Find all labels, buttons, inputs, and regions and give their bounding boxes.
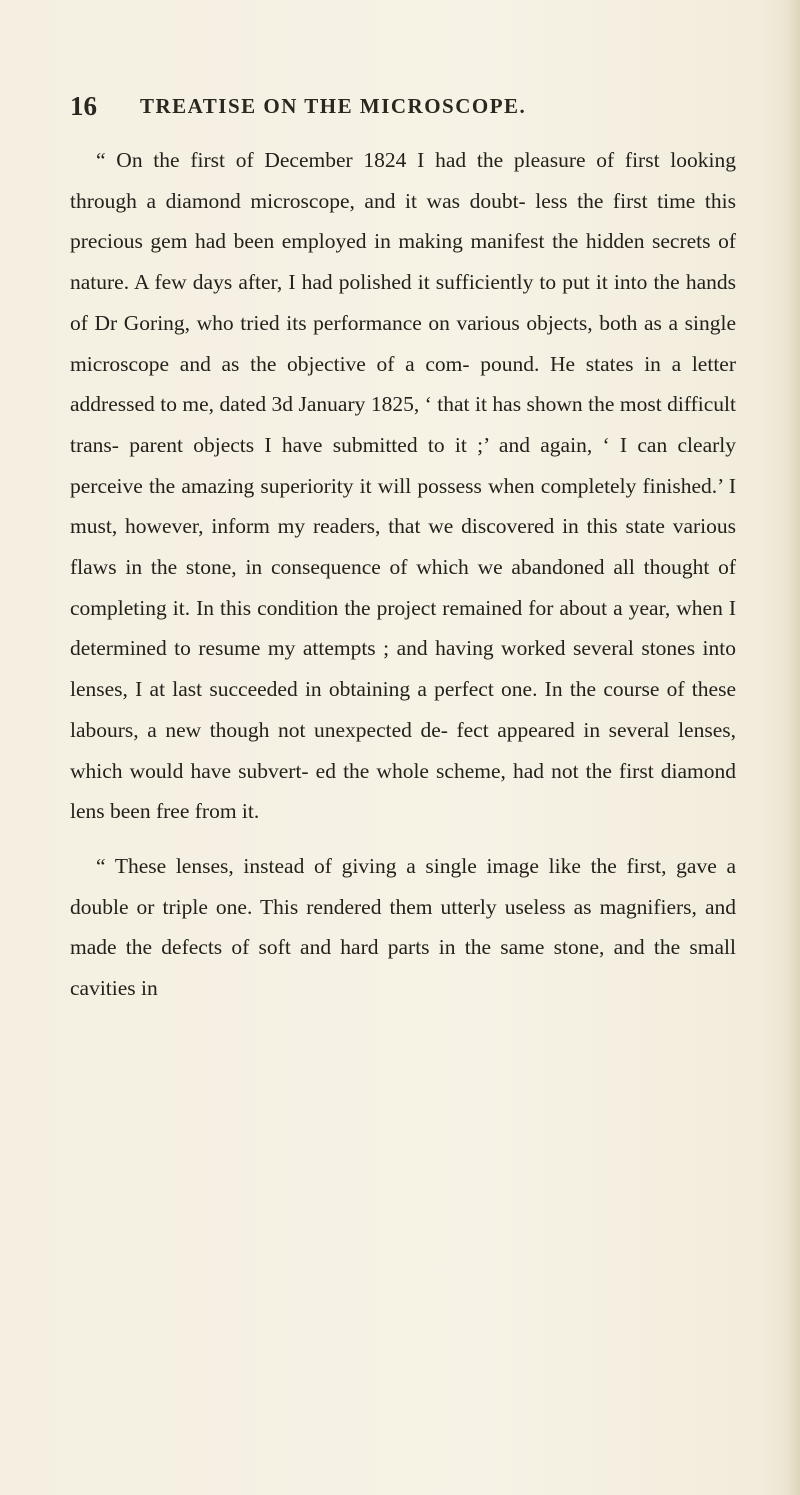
page-edge-shadow (786, 0, 800, 1495)
page-number: 16 (70, 91, 97, 121)
paragraph-2: “ These lenses, instead of giving a single image like the first, gave a double or triple one. This rendered them utterly useless as magnifiers, and made the defects of soft and hard parts in the same stone, and the small cavities in (70, 853, 736, 1001)
body-text (70, 140, 736, 1009)
running-title: TREATISE ON THE MICROSCOPE. (140, 94, 527, 118)
paragraph-1: “ On the first of December 1824 I had the pleasure of first looking through a diamond microscope, and it was doubt- less the first time this precious gem had been employed in making manifest the hidden secrets of nature. A few days after, I had polished it sufficiently to put it into the hands of Dr Goring, who tried its performance on various objects, both as a single microscope and as the objective of a com- pound. He states in a letter addressed to me, dated 3d January 1825, ‘ that it has shown the most difficult trans- parent objects I have submitted to it ;’ and again, ‘ I can clearly perceive the amazing superiority it will possess when completely finished.’ I must, however, inform my readers, that we discovered in this state various flaws in the stone, in consequence of which we abandoned all thought of completing it. In this condition the project remained for about a year, when I determined to resume my attempts ; and having worked several stones into lenses, I at last succeeded in obtaining a perfect one. In the course of these labours, a new though not unexpected de- fect appeared in several lenses, which would have subvert- ed the whole scheme, had not the first diamond lens been free from it. (70, 148, 736, 824)
page-header (70, 86, 750, 126)
